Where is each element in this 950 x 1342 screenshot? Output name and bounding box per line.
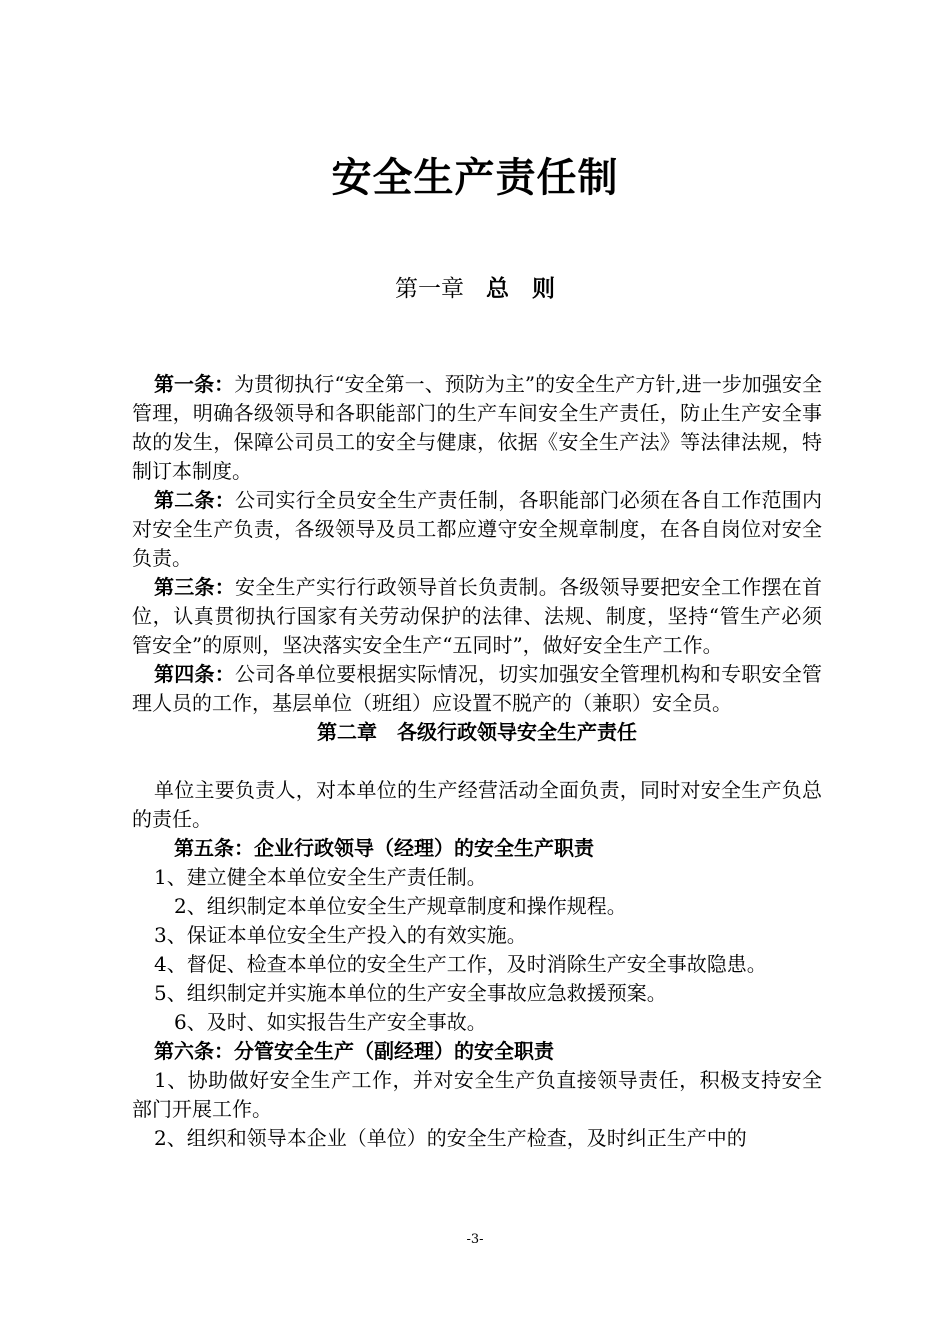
- article-4: [132, 660, 822, 718]
- article-4-text: 公司各单位要根据实际情况，切实加强安全管理机构和专职安全管理人员的工作，基层单位（班组）应设置不脱产的（兼职）安全员。: [132, 662, 822, 715]
- page-number: -3-: [466, 1232, 484, 1247]
- document-body: [132, 370, 822, 1153]
- article-5-item-3: 3、保证本单位安全生产投入的有效实施。: [154, 923, 527, 947]
- chapter-1-label: 第一章: [395, 276, 465, 302]
- article-5-item-1: 1、建立健全本单位安全生产责任制。: [154, 865, 487, 889]
- article-6-item-2: 2、组织和领导本企业（单位）的安全生产检查，及时纠正生产中的: [154, 1126, 747, 1150]
- article-5-item-2: 2、组织制定本单位安全生产规章制度和操作规程。: [174, 894, 627, 918]
- article-3: [132, 573, 822, 660]
- article-1-number: 第一条：: [154, 372, 235, 396]
- article-3-text: 安全生产实行行政领导首长负责制。各级领导要把安全工作摆在首位，认真贯彻执行国家有关劳动保护的法律、法规、制度，坚持“管生产必须管安全”的原则，坚决落实安全生产“五同时”，做好安全生产工作。: [132, 575, 822, 657]
- article-5-item-4: 4、督促、检查本单位的安全生产工作，及时消除生产安全事故隐患。: [154, 952, 767, 976]
- article-5-heading: 第五条：企业行政领导（经理）的安全生产职责: [174, 836, 594, 860]
- chapter-2-heading: 第二章 各级行政领导安全生产责任: [317, 720, 637, 744]
- article-1: [132, 370, 822, 486]
- chapter-1-name: 总 则: [485, 276, 555, 302]
- spacer: [132, 747, 822, 776]
- article-2-number: 第二条：: [154, 488, 235, 512]
- article-2: [132, 486, 822, 573]
- document-title: 安全生产责任制: [331, 155, 619, 201]
- article-1-text: 为贯彻执行“安全第一、预防为主”的安全生产方针,进一步加强安全管理，明确各级领导和各职能部门的生产车间安全生产责任，防止生产安全事故的发生，保障公司员工的安全与健康，依据《安全生产法》等法律法规，特制订本制度。: [132, 372, 822, 483]
- chapter-1-heading: [0, 270, 950, 303]
- article-4-number: 第四条：: [154, 662, 235, 686]
- article-2-text: 公司实行全员安全生产责任制，各职能部门必须在各自工作范围内对安全生产负责，各级领导及员工都应遵守安全规章制度，在各自岗位对安全负责。: [132, 488, 822, 570]
- article-6-item-1: 1、协助做好安全生产工作，并对安全生产负直接领导责任，积极支持安全部门开展工作。: [132, 1068, 822, 1121]
- article-3-number: 第三条：: [154, 575, 235, 599]
- article-5-item-5: 5、组织制定并实施本单位的生产安全事故应急救援预案。: [154, 981, 667, 1005]
- chapter-2-intro: 单位主要负责人，对本单位的生产经营活动全面负责，同时对安全生产负总的责任。: [132, 778, 822, 831]
- article-6-heading: 第六条：分管安全生产（副经理）的安全职责: [154, 1039, 554, 1063]
- article-5-item-6: 6、及时、如实报告生产安全事故。: [174, 1010, 487, 1034]
